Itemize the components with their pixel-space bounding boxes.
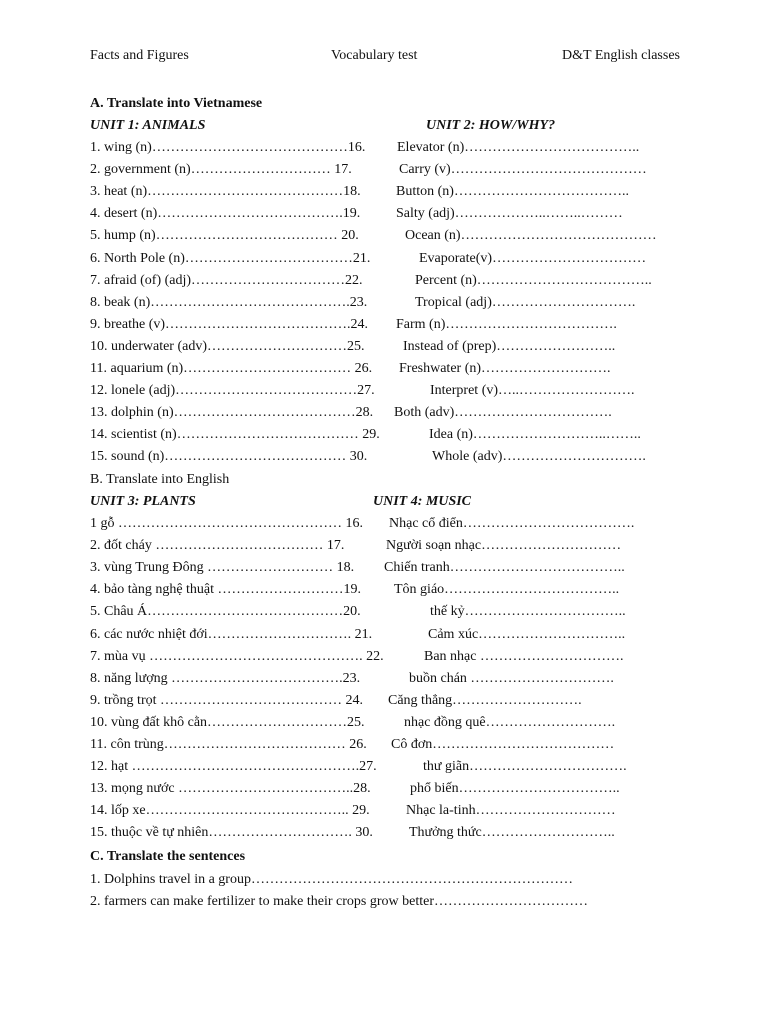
vocab-item-left: 7. mùa vụ ………………………………………. 22. xyxy=(90,648,384,664)
vocab-item-right: Tôn giáo……………………………….. xyxy=(394,582,620,598)
vocab-item-left: 6. North Pole (n)………………………………21. xyxy=(90,250,371,266)
vocab-item-left: 12. lonele (adj)…………………………………27. xyxy=(90,383,375,399)
vocab-item-right: phổ biến…………………………….. xyxy=(410,781,620,797)
vocab-item-right: thư giãn……………………………. xyxy=(423,759,627,775)
vocab-item-right: Tropical (adj)…………………………. xyxy=(415,294,636,310)
page-header xyxy=(90,48,680,66)
vocab-item-right: Idea (n)………………………..…….. xyxy=(429,427,641,443)
vocab-row xyxy=(90,315,680,335)
vocab-item-left: 10. underwater (adv)…………………………25. xyxy=(90,338,365,354)
vocab-item-left: 8. năng lượng ……………………………….23. xyxy=(90,670,361,686)
vocab-item-right: Whole (adv)…………………………. xyxy=(432,449,646,465)
vocab-item-right: Carry (v)…………………………………… xyxy=(399,162,647,178)
vocab-item-right: Elevator (n)……………………………….. xyxy=(397,140,640,155)
vocab-row xyxy=(90,801,680,821)
vocab-item-right: Nhạc cổ điển………………………………. xyxy=(389,516,635,531)
vocab-item-left: 4. desert (n)………………………………….19. xyxy=(90,206,361,222)
vocab-item-left: 2. government (n)………………………… 17. xyxy=(90,162,352,178)
vocab-item-right: Cảm xúc………………………….. xyxy=(428,626,626,642)
unit-3-heading: UNIT 3: PLANTS xyxy=(90,494,196,509)
vocab-item-left: 5. hump (n)………………………………… 20. xyxy=(90,228,359,244)
vocab-row xyxy=(90,249,680,269)
vocab-row xyxy=(90,447,680,467)
vocab-item-left: 15. sound (n)………………………………… 30. xyxy=(90,449,368,465)
vocab-item-left: 14. lốp xe…………………………………….. 29. xyxy=(90,803,370,819)
vocab-row xyxy=(90,691,680,711)
vocab-item-right: Người soạn nhạc………………………… xyxy=(386,538,622,554)
vocab-item-left: 13. dolphin (n)…………………………………28. xyxy=(90,405,374,421)
section-a-title: A. Translate into Vietnamese xyxy=(90,96,263,111)
section-b-units xyxy=(90,492,680,512)
vocab-row xyxy=(90,226,680,246)
vocab-row xyxy=(90,514,680,534)
vocab-row xyxy=(90,735,680,755)
vocab-item-left: 2. đốt cháy ……………………………… 17. xyxy=(90,538,345,554)
vocab-item-left: 9. trồng trọt ………………………………… 24. xyxy=(90,692,363,708)
vocab-item-right: Button (n)……………………………….. xyxy=(396,184,629,200)
vocab-item-right: thế kỷ…………………………….. xyxy=(430,604,626,620)
vocab-item-right: Percent (n)……………………………….. xyxy=(415,272,652,288)
vocab-item-right: nhạc đồng quê………………………. xyxy=(404,714,616,730)
unit-1-heading: UNIT 1: ANIMALS xyxy=(90,118,206,133)
sentence-2: 2. farmers can make fertilizer to make their crops grow better…………………………… xyxy=(90,894,589,909)
unit-4-heading: UNIT 4: MUSIC xyxy=(373,494,472,509)
vocab-row xyxy=(90,625,680,645)
vocab-row xyxy=(90,558,680,578)
header-middle-title: Vocabulary test xyxy=(331,48,418,63)
vocab-item-left: 1. wing (n)……………………………………16. xyxy=(90,140,366,155)
vocab-item-left: 1 gỗ ………………………………………… 16. xyxy=(90,516,363,531)
vocab-row xyxy=(90,669,680,689)
vocab-item-left: 3. vùng Trung Đông ……………………… 18. xyxy=(90,560,355,576)
vocab-row xyxy=(90,580,680,600)
section-c-title: C. Translate the sentences xyxy=(90,849,246,864)
vocab-item-left: 11. aquarium (n)……………………………… 26. xyxy=(90,361,373,376)
vocab-row xyxy=(90,425,680,445)
vocab-row xyxy=(90,359,680,379)
vocab-row xyxy=(90,536,680,556)
vocab-row xyxy=(90,713,680,733)
vocab-item-right: Cô đơn………………………………… xyxy=(391,737,615,752)
vocab-row xyxy=(90,160,680,180)
vocab-row xyxy=(90,337,680,357)
vocab-item-right: Farm (n)………………………………. xyxy=(396,316,617,332)
vocab-row xyxy=(90,182,680,202)
vocab-row xyxy=(90,757,680,777)
vocab-item-right: Căng thẳng………………………. xyxy=(388,692,582,708)
section-b-title: B. Translate into English xyxy=(90,472,230,487)
vocab-item-right: Chiến tranh……………………………….. xyxy=(384,560,625,576)
vocab-item-right: Nhạc la-tinh………………………… xyxy=(406,803,616,819)
sentence-1: 1. Dolphins travel in a group…………………………………………………………… xyxy=(90,872,573,887)
vocab-item-right: Ocean (n)…………………………………… xyxy=(405,228,657,244)
vocab-item-left: 15. thuộc về tự nhiên…………………………. 30. xyxy=(90,825,373,841)
vocab-item-left: 5. Châu Á……………………………………20. xyxy=(90,604,361,620)
section-a-units xyxy=(90,116,680,136)
vocab-row xyxy=(90,293,680,313)
vocab-item-right: Ban nhạc …………………………. xyxy=(424,648,624,664)
vocab-item-left: 14. scientist (n)………………………………… 29. xyxy=(90,427,380,443)
vocab-item-left: 10. vùng đất khô cằn…………………………25. xyxy=(90,714,365,730)
vocab-item-right: Interpret (v)…..……………………. xyxy=(430,383,635,399)
vocab-row xyxy=(90,647,680,667)
vocab-row xyxy=(90,779,680,799)
vocab-item-left: 7. afraid (of) (adj)……………………………22. xyxy=(90,272,363,288)
vocab-item-left: 12. hạt ………………………………………….27. xyxy=(90,759,377,775)
vocab-item-left: 3. heat (n)……………………………………18. xyxy=(90,184,361,200)
vocab-item-right: Thưởng thức……………………….. xyxy=(409,825,615,841)
vocab-row xyxy=(90,204,680,224)
vocab-item-left: 4. bảo tàng nghệ thuật ………………………19. xyxy=(90,582,362,598)
vocab-row xyxy=(90,271,680,291)
vocab-row xyxy=(90,381,680,401)
vocab-row xyxy=(90,138,680,158)
vocab-item-right: Salty (adj)………………..……..……… xyxy=(396,206,623,222)
header-right-title: D&T English classes xyxy=(562,48,680,63)
vocab-item-right: Freshwater (n)………………………. xyxy=(399,361,611,376)
vocab-item-left: 11. côn trùng………………………………… 26. xyxy=(90,737,367,752)
vocab-item-left: 6. các nước nhiệt đới…………………………. 21. xyxy=(90,626,373,642)
vocab-item-right: Both (adv)……………………………. xyxy=(394,405,612,421)
vocab-row xyxy=(90,403,680,423)
vocab-item-left: 8. beak (n)…………………………………….23. xyxy=(90,294,368,310)
vocab-item-right: buồn chán …………………………. xyxy=(409,670,614,686)
header-left-title: Facts and Figures xyxy=(90,48,189,63)
vocab-row xyxy=(90,602,680,622)
unit-2-heading: UNIT 2: HOW/WHY? xyxy=(426,118,556,133)
vocab-row xyxy=(90,823,680,843)
vocab-item-left: 9. breathe (v)………………………………….24. xyxy=(90,316,369,332)
vocab-item-left: 13. mọng nước ………………………………..28. xyxy=(90,781,371,797)
vocab-item-right: Evaporate(v)…………………………… xyxy=(419,250,647,266)
vocab-item-right: Instead of (prep)…………………….. xyxy=(403,338,616,354)
